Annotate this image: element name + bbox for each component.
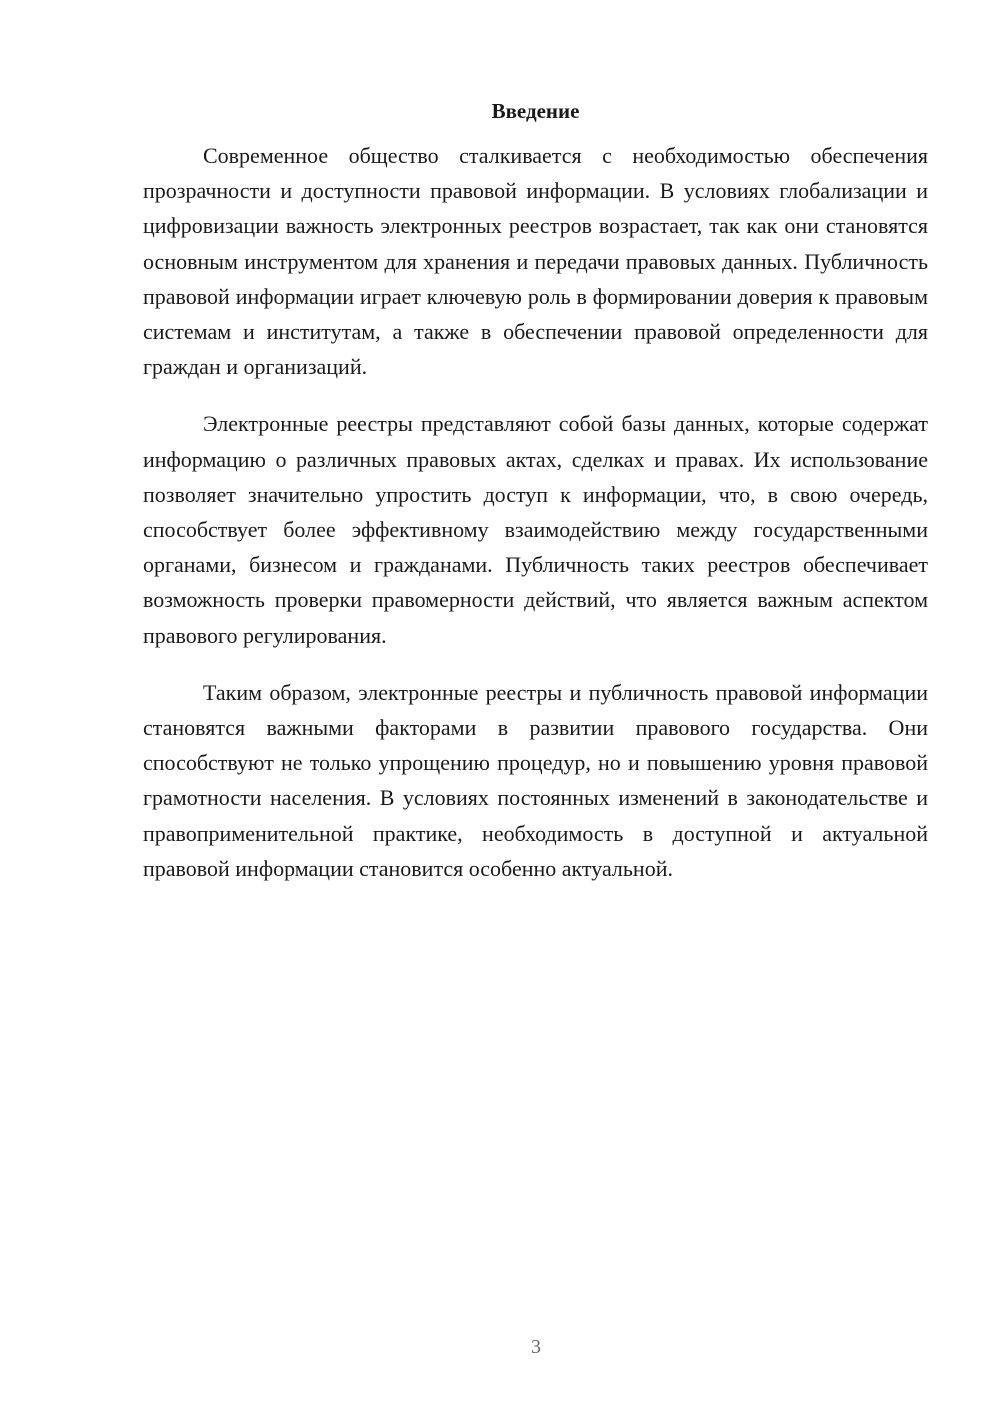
paragraph-3: Таким образом, электронные реестры и публичность правовой информации становятся важными факторами в развитии правового государства. Они способствуют не только упрощению процедур, но и повышению уровня правовой грамотности населения. В условиях постоянных изменений в законодательстве и правоприменительной практике, необходимость в доступной и актуальной правовой информации становится особенно актуальной.: [143, 679, 928, 881]
section-title: Введение: [491, 99, 580, 123]
paragraph-1: Современное общество сталкивается с необходимостью обеспечения прозрачности и доступности правовой информации. В условиях глобализации и цифровизации важность электронных реестров возрастает, так как они становятся основным инструментом для хранения и передачи правовых данных. Публичность правовой информации играет ключевую роль в формировании доверия к правовым системам и институтам, а также в обеспечении правовой определенности для граждан и организаций.: [143, 143, 928, 380]
paragraph-2: Электронные реестры представляют собой базы данных, которые содержат информацию о различных правовых актах, сделках и правах. Их использование позволяет значительно упростить доступ к информации, что, в свою очередь, способствует более эффективному взаимодействию между государственными органами, бизнесом и гражданами. Публичность таких реестров обеспечивает возможность проверки правомерности действий, что является важным аспектом правового регулирования.: [143, 411, 928, 648]
page-number: 3: [531, 1336, 541, 1358]
page-content: [143, 96, 928, 908]
